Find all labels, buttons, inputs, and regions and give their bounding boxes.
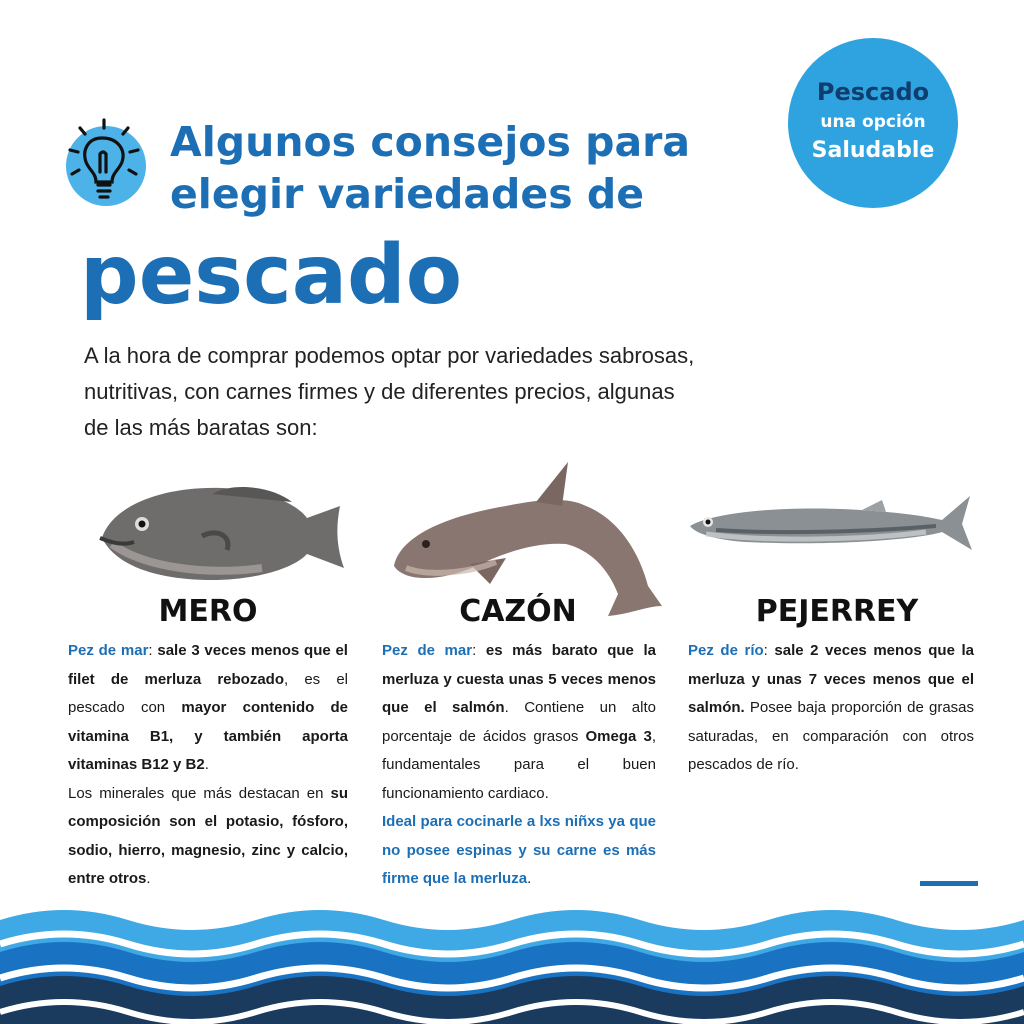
title-highlight: pescado bbox=[80, 228, 463, 323]
intro-line-2: nutritivas, con carnes firmes y de diferentes precios, algunas bbox=[84, 379, 675, 404]
description-segment: sale 3 veces menos que el filet de merluza rebozado bbox=[68, 642, 348, 688]
description-segment: , fundamentales para el buen funcionamiento cardiaco. bbox=[382, 727, 656, 802]
description-segment: sale 2 veces menos que la merluza y unas 7 veces menos que el salmón. bbox=[688, 642, 974, 716]
intro-line-3: de las más baratas son: bbox=[84, 415, 318, 440]
decorative-dash bbox=[920, 881, 978, 886]
description-segment: . bbox=[146, 870, 151, 887]
page-title bbox=[170, 116, 730, 220]
description-segment: : bbox=[148, 642, 158, 659]
healthy-option-badge bbox=[788, 38, 958, 208]
mero-description bbox=[68, 637, 348, 894]
description-segment: : bbox=[472, 642, 486, 659]
description-segment: es más barato que la merluza y cuesta unas 5 veces menos que el salmón bbox=[382, 642, 656, 716]
description-segment: Pez de río bbox=[688, 642, 764, 659]
intro-line-1: A la hora de comprar podemos optar por variedades sabrosas, bbox=[84, 343, 695, 368]
cazon-description bbox=[382, 637, 656, 894]
fish-name-pejerrey: PEJERREY bbox=[755, 594, 919, 629]
description-segment: Los minerales que más destacan en bbox=[68, 784, 331, 802]
description-segment: Omega 3 bbox=[585, 727, 652, 745]
badge-line-1: Pescado bbox=[816, 78, 930, 106]
description-segment: : bbox=[763, 642, 775, 659]
description-segment: . bbox=[204, 756, 209, 773]
description-segment: Pez de mar bbox=[382, 642, 473, 659]
pejerrey-description bbox=[688, 637, 974, 780]
mero-fish-image bbox=[92, 476, 350, 586]
title-line-2: elegir variedades de bbox=[170, 170, 645, 218]
lightbulb-icon bbox=[60, 110, 158, 210]
badge-line-2: una opción bbox=[820, 112, 926, 132]
wave-decoration bbox=[0, 900, 1024, 1024]
description-segment: , es el pescado con bbox=[68, 670, 348, 716]
pejerrey-fish-image bbox=[686, 490, 974, 556]
fish-name-mero: MERO bbox=[158, 594, 258, 629]
description-segment: Ideal para cocinarle a lxs niñxs ya que no posee espinas y su carne es más firme que la merluza bbox=[382, 813, 656, 887]
description-segment: su composición son el potasio, fósforo, sodio, hierro, magnesio, zinc y calcio, entre otros bbox=[68, 784, 348, 887]
description-segment: . bbox=[527, 870, 532, 887]
description-segment: Posee baja proporción de grasas saturadas, en comparación con otros pescados de río. bbox=[688, 699, 974, 773]
badge-line-3: Saludable bbox=[811, 138, 935, 163]
title-line-1: Algunos consejos para bbox=[170, 118, 691, 166]
fish-name-cazon: CAZÓN bbox=[459, 594, 577, 629]
intro-paragraph bbox=[84, 338, 824, 446]
description-segment: mayor contenido de vitamina B1, y también aporta vitaminas B12 y B2 bbox=[68, 699, 348, 773]
description-segment: . Contiene un alto porcentaje de ácidos grasos bbox=[382, 699, 656, 745]
description-segment: Pez de mar bbox=[68, 642, 149, 659]
